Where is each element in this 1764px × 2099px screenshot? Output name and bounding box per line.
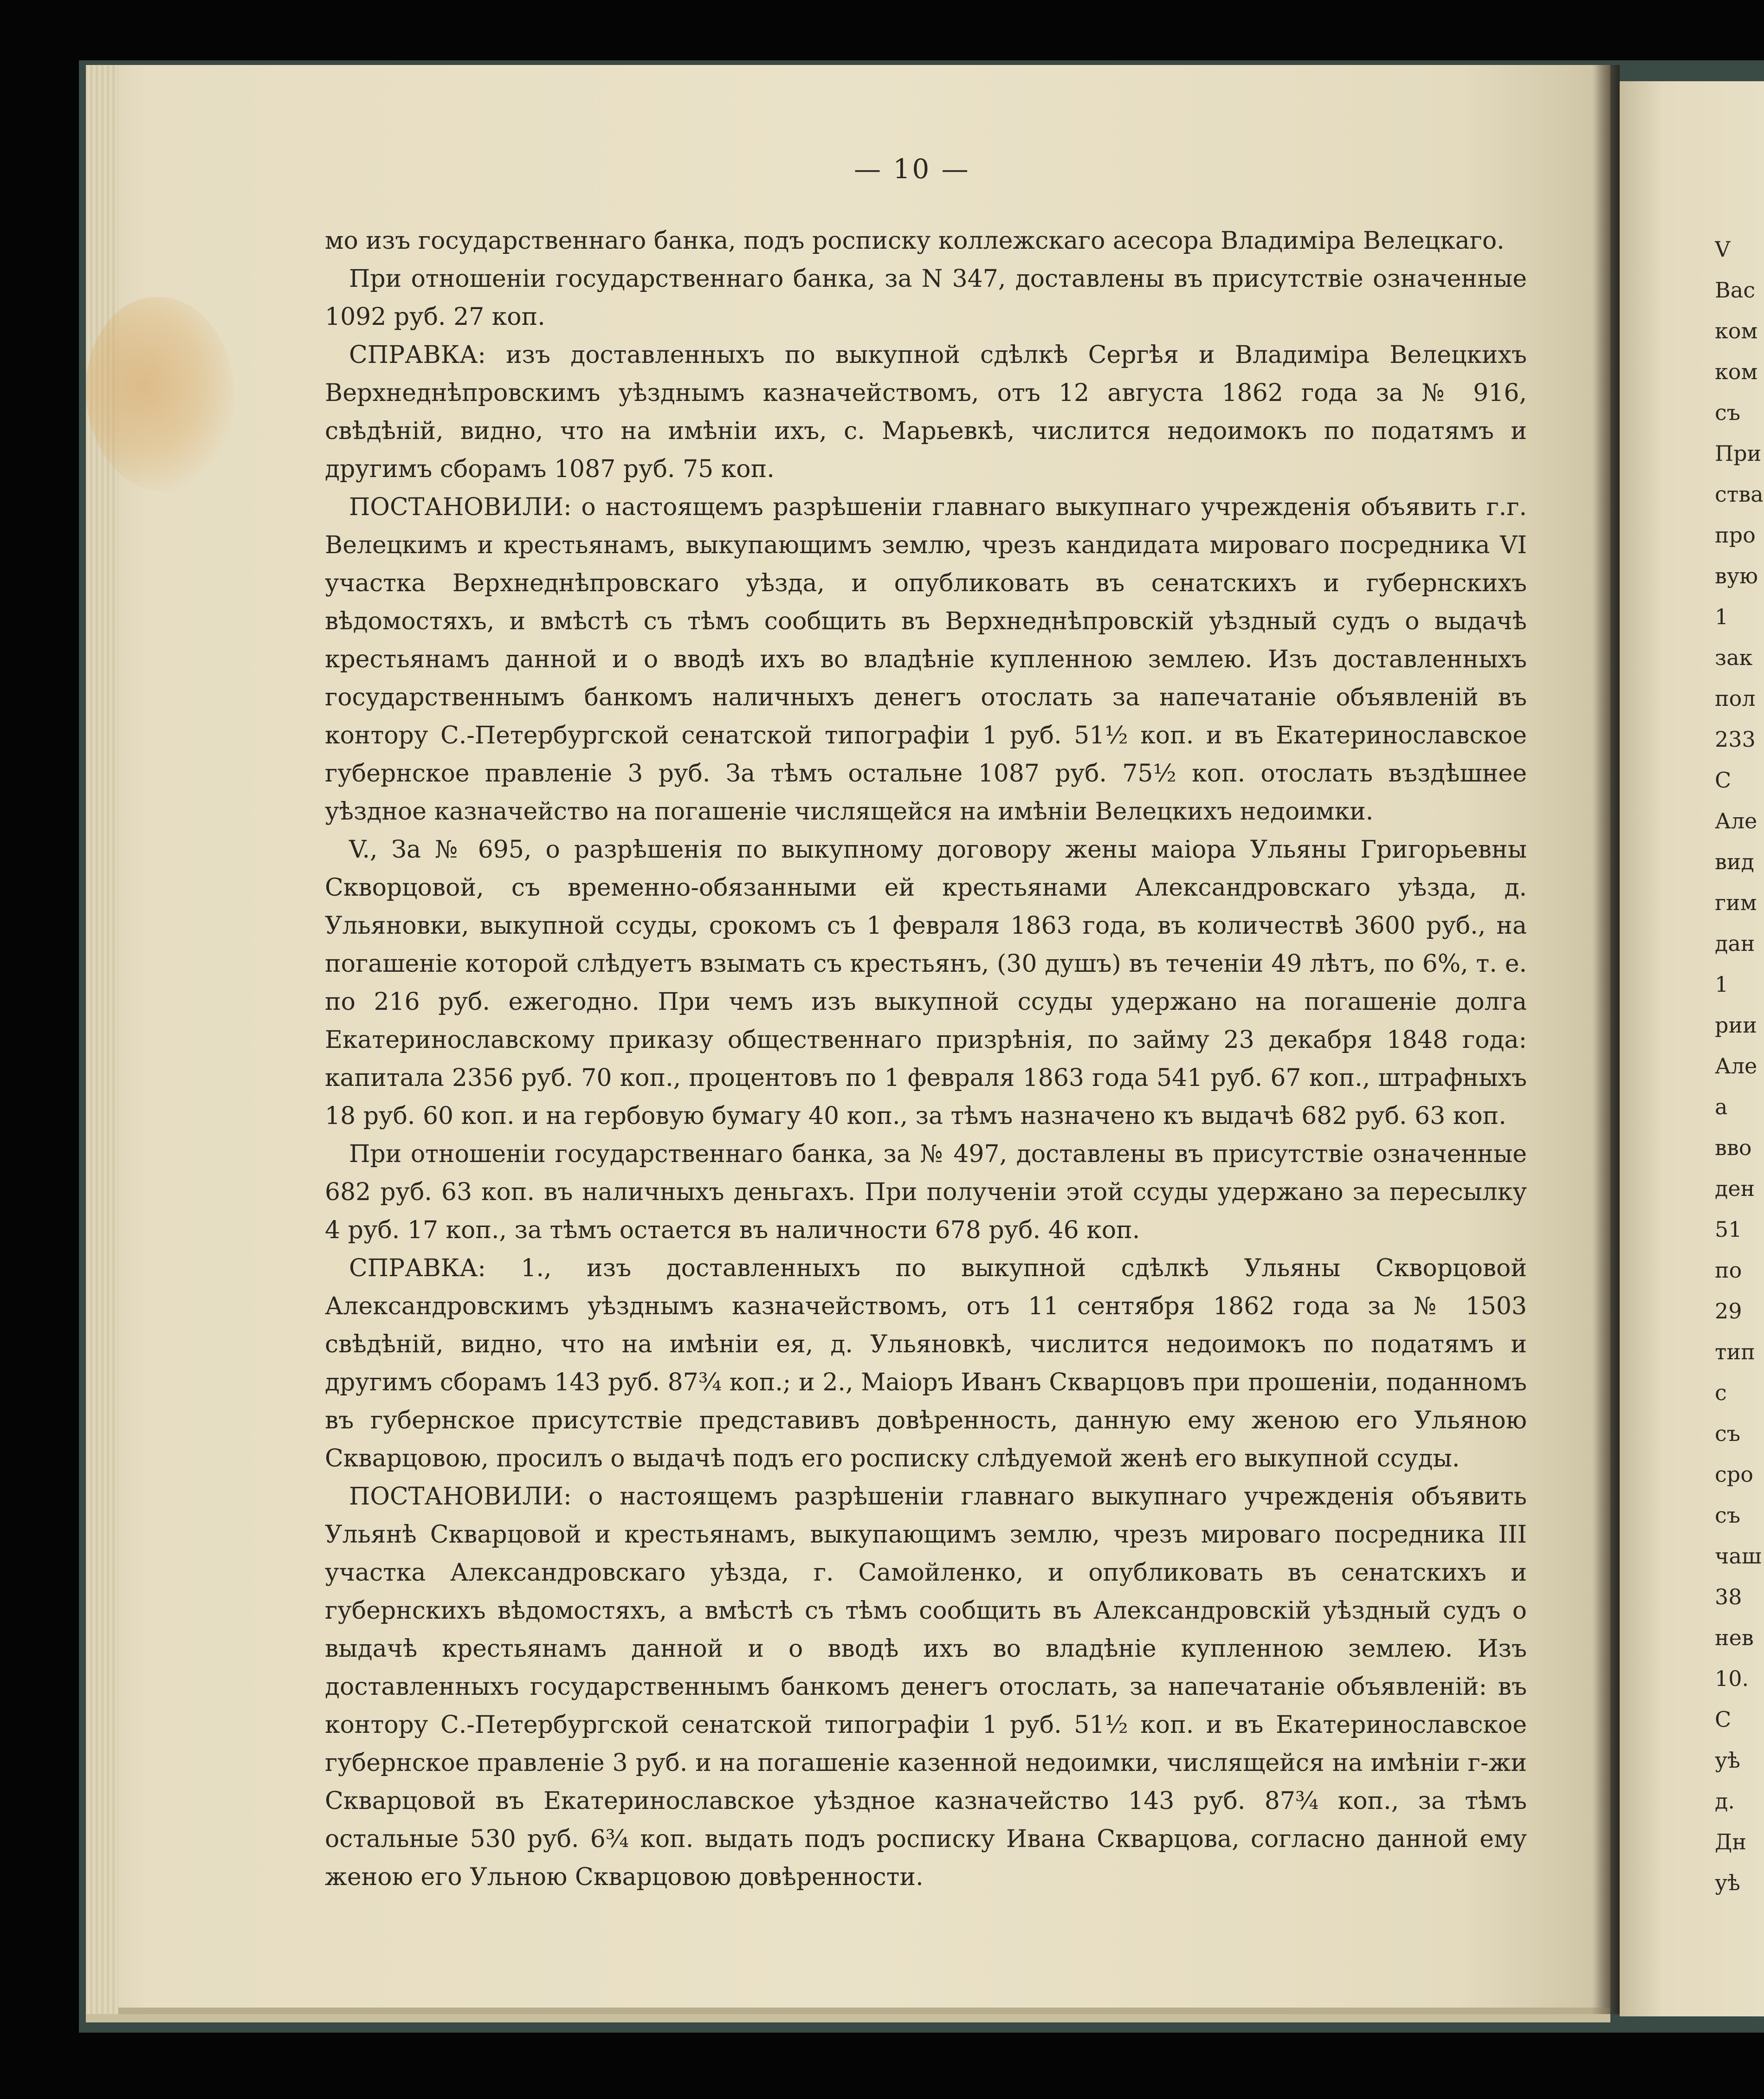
right-page-fragment: При: [1715, 441, 1762, 466]
right-page-fragment: а: [1715, 1094, 1728, 1119]
paragraph-spravka-1: СПРАВКА: изъ доставленныхъ по выкупной сдѣлкѣ Сергѣя и Владиміра Велецкихъ Верхнеднѣпровскимъ уѣзднымъ казначействомъ, отъ 12 августа 1862 года за № 916, свѣдѣній, видно, что на имѣніи ихъ, с. Марьевкѣ, числится недоимокъ по податямъ и другимъ сборамъ 1087 руб. 75 коп.: [325, 341, 1527, 483]
right-page-fragment: Але: [1715, 808, 1758, 833]
right-page-fragment: рии: [1715, 1013, 1757, 1038]
paragraph-bank-transfer: При отношеніи государственнаго банка, за N 347, доставлены въ присутствіе означенные 1092 руб. 27 коп.: [325, 265, 1527, 331]
right-page-fragment: С: [1715, 768, 1732, 793]
right-page-text: [1715, 0, 1764, 2099]
page-number: — 10 —: [854, 153, 970, 185]
right-page-fragment: по: [1715, 1258, 1742, 1283]
right-page-fragment: 51: [1715, 1217, 1742, 1242]
right-page-fragment: уѣ: [1715, 1870, 1740, 1895]
right-page-fragment: 10.: [1715, 1666, 1749, 1691]
paragraph-spravka-2: СПРАВКА: 1., изъ доставленныхъ по выкупной сдѣлкѣ Ульяны Скворцовой Александровскимъ уѣзднымъ казначействомъ, отъ 11 сентября 1862 года за № 1503 свѣдѣній, видно, что на имѣніи ея, д. Ульяновкѣ, числится недоимокъ по податямъ и другимъ сборамъ 143 руб. 87¾ коп.; и 2., Маіоръ Иванъ Скварцовъ при прошеніи, поданномъ въ губернское присутствіе представивъ довѣренность, данную ему женою его Ульяною Скварцовою, просилъ о выдачѣ подъ его росписку слѣдуемой женѣ его выкупной ссуды.: [325, 1254, 1527, 1473]
right-page-fragment: вво: [1715, 1135, 1752, 1160]
paragraph-postanovili-2: ПОСТАНОВИЛИ: о настоящемъ разрѣшеніи главнаго выкупнаго учрежденія объявить Ульянѣ Скварцовой и крестьянамъ, выкупающимъ землю, чрезъ мироваго посредника III участка Александровскаго уѣзда, г. Самойленко, и опубликовать въ сенатскихъ и губернскихъ вѣдомостяхъ, а вмѣстѣ съ тѣмъ сообщить въ Александровскій уѣздный судъ о выдачѣ крестьянамъ данной и о вводѣ ихъ во владѣніе купленною землею. Изъ доставленныхъ государственнымъ банкомъ денегъ отослать, за напечатаніе объявленій: въ контору С.-Петербургской сенатской типографіи 1 руб. 51½ коп. и въ Екатеринославское губернское правленіе 3 руб. и на погашеніе казенной недоимки, числящейся на имѣніи г-жи Скварцовой въ Екатеринославское уѣздное казначейство 143 руб. 87¾ коп., за тѣмъ остальные 530 руб. 6¾ коп. выдать подъ росписку Ивана Скварцова, согласно данной ему женою его Ульною Скварцовою довѣренности.: [325, 1483, 1527, 1891]
right-page-fragment: съ: [1715, 1421, 1741, 1446]
right-page-fragment: вид: [1715, 849, 1754, 874]
right-page-fragment: про: [1715, 523, 1756, 548]
right-page-fragment: 29: [1715, 1298, 1742, 1324]
right-page-fragment: ден: [1715, 1176, 1755, 1201]
right-page-fragment: нев: [1715, 1625, 1754, 1650]
right-page-fragment: Дн: [1715, 1829, 1747, 1854]
right-page-fragment: ком: [1715, 318, 1758, 343]
right-page-fragment: пол: [1715, 686, 1756, 711]
right-page-fragment: Вас: [1715, 278, 1755, 303]
right-page-fragment: дан: [1715, 931, 1755, 956]
right-page-fragment: гим: [1715, 890, 1757, 915]
body-text: [325, 222, 1527, 1896]
right-page-fragment: съ: [1715, 400, 1741, 425]
right-page-fragment: с: [1715, 1380, 1727, 1405]
right-page-fragment: сро: [1715, 1462, 1753, 1487]
gutter-shadow: [1592, 65, 1620, 2014]
right-page-fragment: Але: [1715, 1053, 1758, 1079]
right-page-fragment: V: [1715, 237, 1731, 262]
paragraph-item-v: V., За № 695, о разрѣшенія по выкупному договору жены маіора Ульяны Григорьевны Скворцовой, съ временно-обязанными ей крестьянами Александровскаго уѣзда, д. Ульяновки, выкупной ссуды, срокомъ съ 1 февраля 1863 года, въ количествѣ 3600 руб., на погашеніе которой слѣдуетъ взымать съ крестьянъ, (30 душъ) въ теченіи 49 лѣтъ, по 6%, т. е. по 216 руб. ежегодно. При чемъ изъ выкупной ссуды удержано на погашеніе долга Екатеринославскому приказу общественнаго призрѣнія, по займу 23 декабря 1848 года: капитала 2356 руб. 70 коп., процентовъ по 1 февраля 1863 года 541 руб. 67 коп., штрафныхъ 18 руб. 60 коп. и на гербовую бумагу 40 коп., за тѣмъ назначено къ выдачѣ 682 руб. 63 коп.: [325, 836, 1527, 1130]
right-page-fragment: 233: [1715, 727, 1756, 752]
right-page-fragment: тип: [1715, 1339, 1755, 1364]
right-page-fragment: съ: [1715, 1503, 1741, 1528]
right-page-fragment: вую: [1715, 563, 1758, 588]
right-page-fragment: д.: [1715, 1789, 1735, 1814]
right-page-fragment: чаш: [1715, 1544, 1762, 1569]
paragraph-bank-transfer-2: При отношеніи государственнаго банка, за № 497, доставлены въ присутствіе означенные 682 руб. 63 коп. въ наличныхъ деньгахъ. При полученіи этой ссуды удержано за пересылку 4 руб. 17 коп., за тѣмъ остается въ наличности 678 руб. 46 коп.: [325, 1140, 1527, 1244]
paragraph-postanovili-1: ПОСТАНОВИЛИ: о настоящемъ разрѣшеніи главнаго выкупнаго учрежденія объявить г.г. Велецкимъ и крестьянамъ, выкупающимъ землю, чрезъ кандидата мироваго посредника VI участка Верхнеднѣпровскаго уѣзда, и опубликовать въ сенатскихъ и губернскихъ вѣдомостяхъ, и вмѣстѣ съ тѣмъ сообщить въ Верхнеднѣпровскій уѣздный судъ о выдачѣ крестьянамъ данной и о вводѣ ихъ во владѣніе купленною землею. Изъ доставленныхъ государственнымъ банкомъ наличныхъ денегъ отослать за напечатаніе объявленій въ контору С.-Петербургской сенатской типографіи 1 руб. 51½ коп. и въ Екатеринославское губернское правленіе 3 руб. За тѣмъ остальне 1087 руб. 75½ коп. отослать въздѣшнее уѣздное казначейство на погашеніе числящейся на имѣніи Велецкихъ недоимки.: [325, 493, 1527, 826]
right-page-fragment: 1: [1715, 604, 1729, 629]
paragraph-continuation: мо изъ государственнаго банка, подъ росписку коллежскаго асесора Владиміра Велецкаго.: [325, 227, 1505, 255]
right-page-fragment: зак: [1715, 645, 1753, 670]
right-page-fragment: ства: [1715, 482, 1764, 507]
right-page-fragment: уѣ: [1715, 1748, 1740, 1773]
right-page-fragment: ком: [1715, 359, 1758, 384]
right-page-fragment: 1: [1715, 972, 1729, 997]
right-page-fragment: С: [1715, 1707, 1732, 1732]
right-page-fragment: 38: [1715, 1584, 1742, 1609]
